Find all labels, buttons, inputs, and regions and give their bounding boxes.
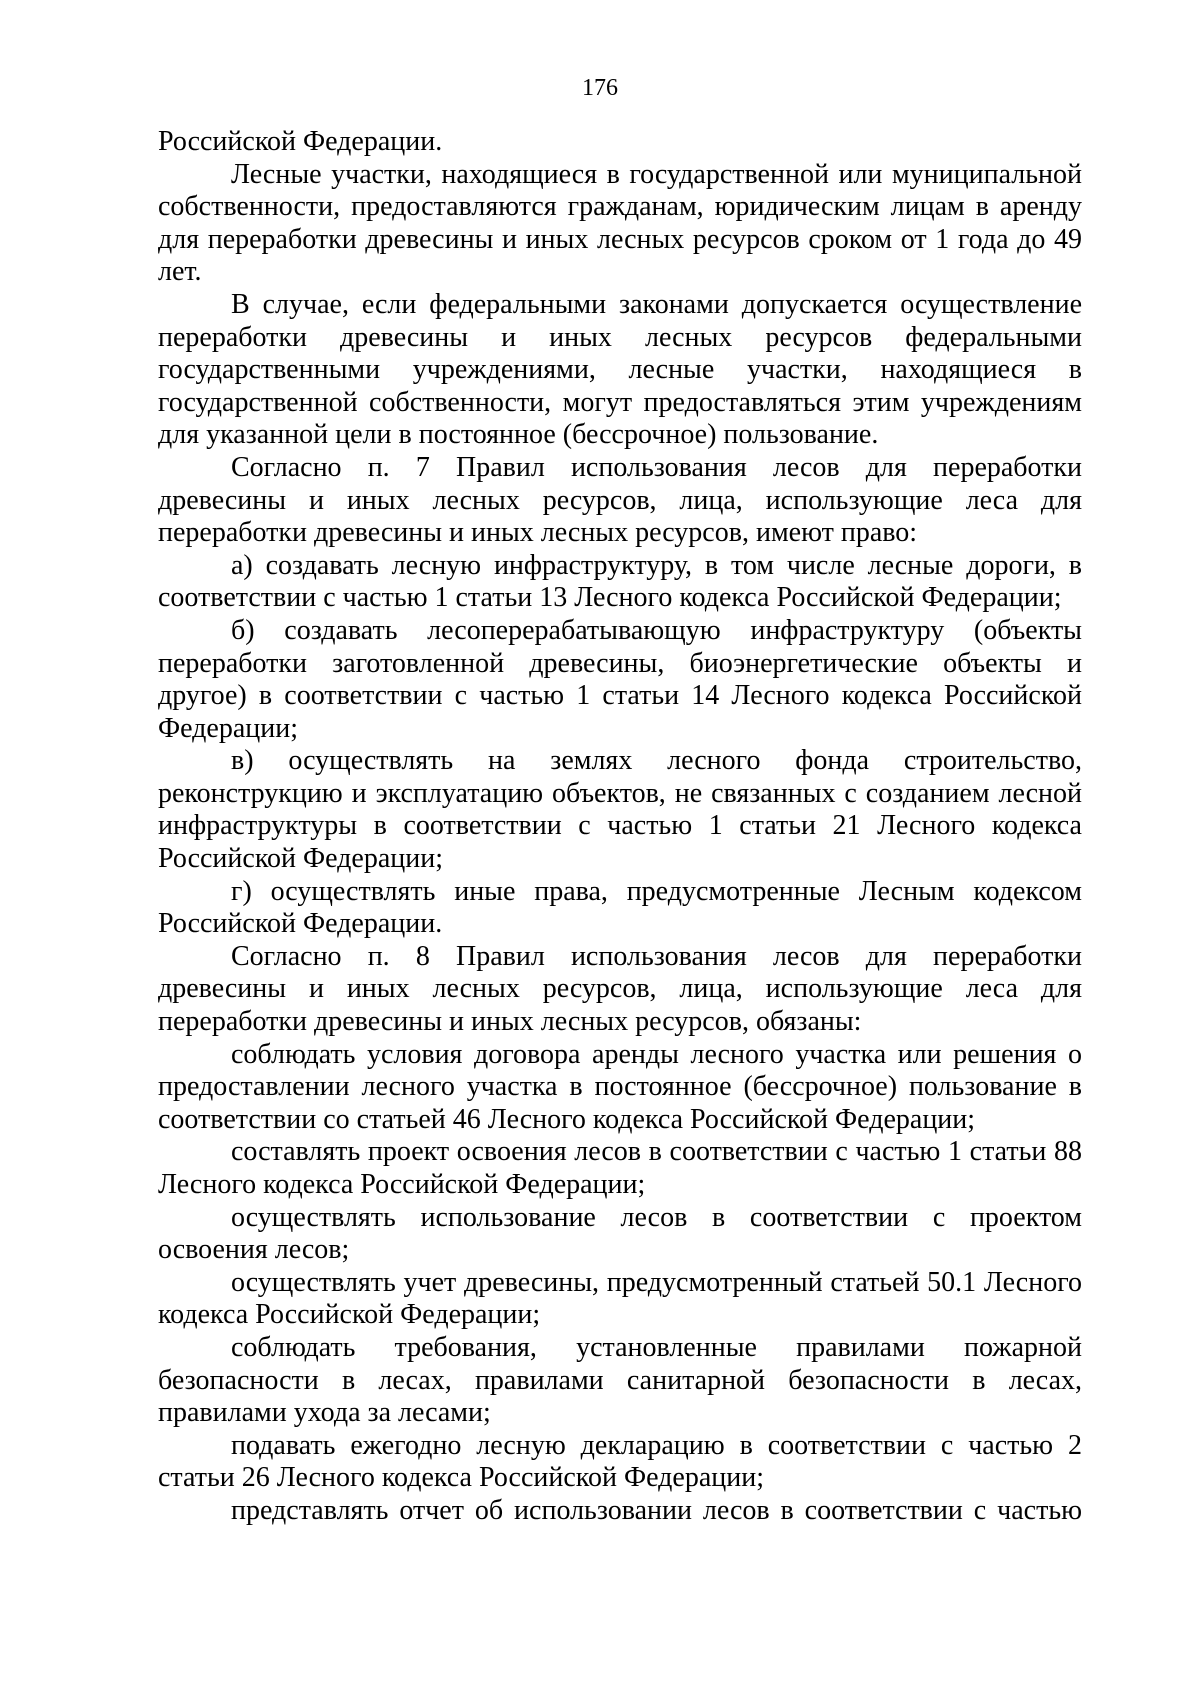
list-item: подавать ежегодно лесную декларацию в соответствии с частью 2 статьи 26 Лесного кодекса Российской Федерации; [158, 1429, 1082, 1494]
list-item: соблюдать условия договора аренды лесного участка или решения о предоставлении лесного участка в постоянное (бессрочное) пользование в соответствии со статьей 46 Лесного кодекса Российской Федерации; [158, 1038, 1082, 1135]
paragraph: В случае, если федеральными законами допускается осуществление переработки древесины и иных лесных ресурсов федеральными государственными учреждениями, лесные участки, находящиеся в государственной собственности, могут предоставляться этим учреждениям для указанной цели в постоянное (бессрочное) пользование. [158, 288, 1082, 451]
list-item: представлять отчет об использовании лесов в соответствии с частью [231, 1494, 1082, 1526]
list-item: осуществлять использование лесов в соответствии с проектом освоения лесов; [158, 1201, 1082, 1266]
paragraph: Лесные участки, находящиеся в государственной или муниципальной собственности, предоставляются гражданам, юридическим лицам в аренду для переработки древесины и иных лесных ресурсов сроком от 1 года до 49 лет. [158, 158, 1082, 288]
paragraph: Согласно п. 8 Правил использования лесов для переработки древесины и иных лесных ресурсов, лица, использующие леса для переработки древесины и иных лесных ресурсов, обязаны: [158, 940, 1082, 1038]
list-item: а) создавать лесную инфраструктуру, в том числе лесные дороги, в соответствии с частью 1 статьи 13 Лесного кодекса Российской Федерации; [158, 549, 1082, 614]
list-item: в) осуществлять на землях лесного фонда строительство, реконструкцию и эксплуатацию объектов, не связанных с созданием лесной инфраструктуры в соответствии с частью 1 статьи 21 Лесного кодекса Российской Федерации; [158, 745, 1082, 875]
list-item: г) осуществлять иные права, предусмотренные Лесным кодексом Российской Федерации. [158, 875, 1082, 940]
document-body [158, 126, 1082, 1528]
page-number: 176 [582, 75, 618, 101]
list-item: составлять проект освоения лесов в соответствии с частью 1 статьи 88 Лесного кодекса Российской Федерации; [158, 1136, 1082, 1200]
paragraph: Российской Федерации. [158, 126, 443, 157]
paragraph: Согласно п. 7 Правил использования лесов для переработки древесины и иных лесных ресурсов, лица, использующие леса для переработки древесины и иных лесных ресурсов, имеют право: [158, 451, 1082, 549]
list-item: осуществлять учет древесины, предусмотренный статьей 50.1 Лесного кодекса Российской Федерации; [158, 1266, 1082, 1331]
list-item: соблюдать требования, установленные правилами пожарной безопасности в лесах, правилами санитарной безопасности в лесах, правилами ухода за лесами; [158, 1331, 1082, 1429]
list-item: б) создавать лесоперерабатывающую инфраструктуру (объекты переработки заготовленной древесины, биоэнергетические объекты и другое) в соответствии с частью 1 статьи 14 Лесного кодекса Российской Федерации; [158, 614, 1082, 744]
